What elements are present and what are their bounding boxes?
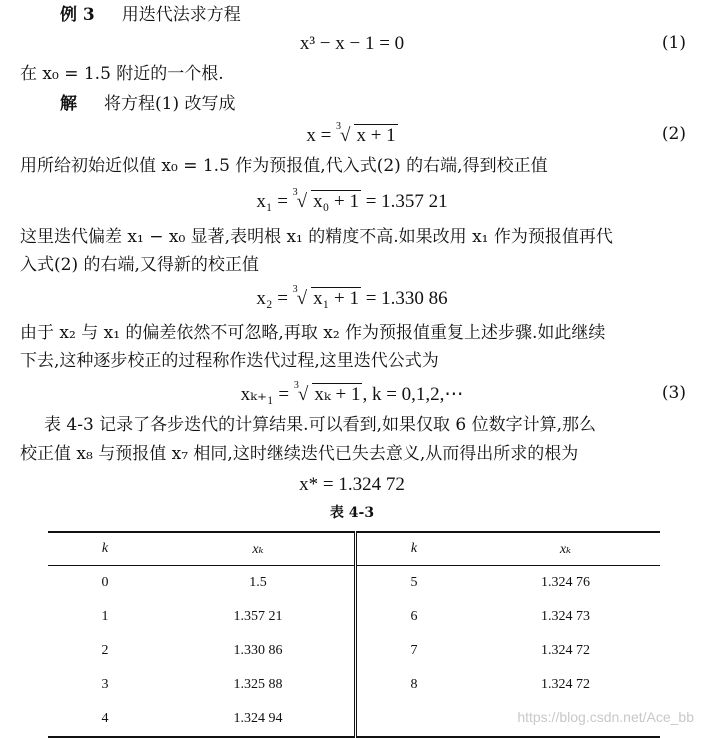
cube-root: 3 √ x₀ + 1 <box>293 190 361 213</box>
equation-3-radicand: xₖ + 1 <box>314 384 361 405</box>
equation-3-number: (3) <box>661 383 686 403</box>
table-row <box>48 600 660 634</box>
example-label: 例 3 <box>60 5 95 25</box>
table-cell: 2 <box>101 643 109 658</box>
table-cell: 4 <box>48 702 162 737</box>
example-title: 用迭代法求方程 <box>121 5 241 25</box>
example-heading <box>60 4 241 26</box>
table-cell: 1.324 73 <box>541 609 590 624</box>
paragraph-2b: 入式(2) 的右端,又得新的校正值 <box>20 255 259 275</box>
equation-2 <box>0 121 704 147</box>
solution-text: 将方程(1) 改写成 <box>104 94 236 114</box>
paragraph-3a: 由于 x₂ 与 x₁ 的偏差依然不可忽略,再取 x₂ 作为预报值重复上述步骤.如此继续 <box>20 323 606 343</box>
cube-root: 3 √ x + 1 <box>336 124 398 147</box>
equation-x2-radicand: x₁ + 1 <box>313 288 359 309</box>
solution-heading <box>60 93 236 115</box>
watermark: https://blog.csdn.net/Ace_bb <box>517 709 694 725</box>
table-header: k <box>48 532 162 566</box>
table-cell: 1.324 94 <box>162 702 356 737</box>
table-cell: 1 <box>101 609 109 624</box>
equation-1-number: (1) <box>661 33 686 53</box>
table-cell: 1.324 76 <box>541 575 590 590</box>
table-row <box>48 566 660 601</box>
paragraph-4b: 校正值 x₈ 与预报值 x₇ 相同,这时继续迭代已失去意义,从而得出所求的根为 <box>20 444 579 464</box>
cube-root: 3 √ xₖ + 1 <box>294 383 363 406</box>
example-line-2: 在 x₀ = 1.5 附近的一个根. <box>20 64 224 84</box>
table-header-row <box>48 532 660 566</box>
table-cell: 3 <box>101 677 109 692</box>
table-row <box>48 668 660 702</box>
solution-label: 解 <box>60 94 77 114</box>
table-row <box>48 634 660 668</box>
paragraph-3b: 下去,这种逐步校正的过程称作迭代过程,这里迭代公式为 <box>20 351 439 371</box>
table-cell: 8 <box>410 677 418 692</box>
equation-3-lhs: xₖ₊₁ = <box>240 384 294 405</box>
table-cell: 1.5 <box>162 566 356 601</box>
root-result: x* = 1.324 72 <box>299 474 405 495</box>
root-index: 3 <box>293 380 299 391</box>
paragraph-1: 用所给初始近似值 x₀ = 1.5 作为预报值,代入式(2) 的右端,得到校正值 <box>20 156 548 176</box>
equation-x2 <box>0 284 704 310</box>
iteration-table <box>48 531 660 738</box>
cube-root: 3 √ x₁ + 1 <box>293 287 361 310</box>
table-cell: 0 <box>101 575 109 590</box>
paragraph-4a: 表 4-3 记录了各步迭代的计算结果.可以看到,如果仅取 6 位数字计算,那么 <box>44 415 597 435</box>
table-header: xₖ <box>471 532 660 566</box>
root-index: 3 <box>336 121 342 132</box>
equation-x2-rhs: = 1.330 86 <box>360 288 448 309</box>
table-cell: 1.357 21 <box>162 600 356 634</box>
equation-x1 <box>0 187 704 213</box>
table-cell: 1.330 86 <box>162 634 356 668</box>
table-header: xₖ <box>162 532 356 566</box>
equation-1 <box>0 33 704 55</box>
table-caption: 表 4-3 <box>329 505 375 521</box>
table-cell: 7 <box>410 643 418 658</box>
equation-x2-lhs: x₂ = <box>256 288 293 309</box>
root-index: 3 <box>292 284 298 295</box>
table-cell: 6 <box>410 609 418 624</box>
table-cell: 1.324 72 <box>541 643 590 658</box>
equation-x1-lhs: x₁ = <box>256 191 293 212</box>
equation-2-radicand: x + 1 <box>356 125 396 146</box>
equation-1-text: x³ − x − 1 = 0 <box>299 33 405 54</box>
table-cell <box>356 702 472 737</box>
equation-2-lhs: x = <box>306 125 337 146</box>
paragraph-2a: 这里迭代偏差 x₁ − x₀ 显著,表明根 x₁ 的精度不高.如果改用 x₁ 作为预报值再代 <box>20 227 613 247</box>
table-cell: 5 <box>410 575 418 590</box>
equation-2-number: (2) <box>661 124 686 144</box>
equation-3 <box>0 380 704 406</box>
equation-x1-rhs: = 1.357 21 <box>360 191 448 212</box>
table-cell: 1.324 72 <box>541 677 590 692</box>
equation-3-rhs: , k = 0,1,2,⋯ <box>362 384 464 405</box>
equation-x1-radicand: x₀ + 1 <box>313 191 359 212</box>
root-index: 3 <box>292 187 298 198</box>
table-cell: 1.325 88 <box>162 668 356 702</box>
table-header: k <box>356 532 472 566</box>
